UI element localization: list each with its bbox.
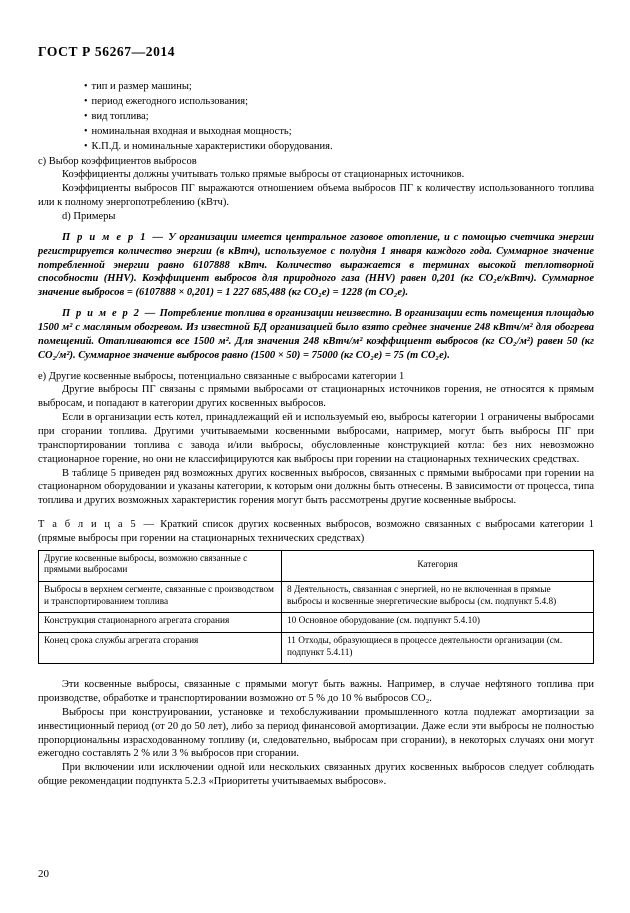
table-cell: Выбросы в верхнем сегменте, связанные с производством и транспортированием топлива: [39, 582, 282, 613]
table-row: [39, 613, 594, 633]
section-d-title: d) Примеры: [62, 210, 116, 222]
example-2: [38, 307, 594, 362]
list-item: • период ежегодного использования;: [84, 95, 594, 110]
example-1-text: У организации имеется центральное газовое отопление, и с помощью счетчика энергии регистрируется количество энергии (в кВтч), используемое с полудня 1 января каждого года. Суммарное значение потребленной энергии равно 6107888 кВтч. Количество выражается в терминах высокой теплотворной способности (HHV). Коэффициент выбросов для природного газа (HHV) равен 0,201 (кг CO₂e/кВтч). Суммарное значение выбросов = (6107888 × 0,201) = 1 227 685,488 (кг CO₂e) = 1228 (т CO₂e).: [38, 231, 595, 299]
table-cell: 11 Отходы, образующиеся в процессе деятельности организации (см. подпункт 5.4.11): [282, 632, 594, 663]
section-c-paragraph-2: Коэффициенты выбросов ПГ выражаются отношением объема выбросов ПГ к количеству использованного топлива или к полному энергопотреблению (кВтч).: [38, 183, 594, 209]
table-cell: Конструкция стационарного агрегата сгорания: [39, 613, 282, 633]
table-cell: 8 Деятельность, связанная с энергией, но не включенная в прямые выбросы и косвенные энергетические выбросы (см. подпункт 5.4.8): [282, 582, 594, 613]
page-number: 20: [38, 868, 49, 880]
example-2-text: Потребление топлива в организации неизвестно. В организации есть помещения площадью 1500 м² с масляным обогревом. Из известной БД организацией было взято среднее значение 248 кВтч/м² для обогрева помещений. Отапливаются все 1500 м². Для значения 248 кВтч/м² коэффициент выбросов (кг CO₂/м²) равен 50 (кг CO₂/м²). Суммарное значение выбросов равно (1500 × 50) = 75000 (кг CO₂e) = 75 (т CO₂e).: [38, 308, 594, 361]
page-header: ГОСТ Р 56267—2014: [38, 44, 176, 59]
list-item: • вид топлива;: [84, 110, 594, 125]
list-item: • номинальная входная и выходная мощность;: [84, 125, 594, 140]
section-e-paragraph-2: Если в организации есть котел, принадлежащий ей и используемый ею, выбросы категории 1 ограничены выбросами при сгорании топлива. Другими учитываемыми косвенными выбросами, например, могут быть выбросы ПГ при транспортировании топлива с завода и/или выбросы, обусловленные конструкцией котла: без них невозможно стационарное горение, но они не классифицируются как выбросы при горении на стационарных технических средствах.: [38, 412, 594, 465]
example-1: [38, 231, 594, 300]
section-e-paragraph-1: Другие выбросы ПГ связаны с прямыми выбросами от стационарных источников горения, не относятся к прямым выбросам, и попадают в категории других косвенных выбросов.: [38, 384, 594, 410]
table-cell: Конец срока службы агрегата сгорания: [39, 632, 282, 663]
table-other-indirect-emissions: [38, 550, 594, 664]
example-2-lead: П р и м е р 2 —: [62, 308, 157, 320]
equipment-bullet-list: [84, 80, 594, 155]
footer-paragraph-2: Выбросы при конструировании, установке и техобслуживании промышленного котла подлежат амортизации за инвестиционный период (от 20 до 50 лет), либо за период финансовой амортизации. Даже если эти выбросы не полностью пропорциональны израсходованному топливу (и, следовательно, выбросам при сгорании), в некоторых случаях они могут ежегодно составлять 2 % или 3 % выбросов при сгорании.: [38, 706, 594, 760]
example-1-lead: П р и м е р 1 —: [62, 231, 165, 243]
section-c-paragraph-1: Коэффициенты должны учитывать только прямые выбросы от стационарных источников.: [62, 169, 465, 181]
footer-paragraph-1: Эти косвенные выбросы, связанные с прямыми могут быть важны. Например, в случае нефтяного топлива при производстве, обработке и транспортировании возможно от 5 % до 10 % выбросов CO₂.: [38, 679, 594, 704]
footer-paragraph-3: При включении или исключении одной или нескольких связанных других косвенных выбросов следует соблюдать общие рекомендации подпункта 5.2.3 «Приоритеты учитываемых выбросов».: [38, 762, 594, 788]
table-header-cell-1: Другие косвенные выбросы, возможно связанные с прямыми выбросами: [39, 550, 282, 581]
section-c-title: c) Выбор коэффициентов выбросов: [38, 155, 197, 167]
table-cell: 10 Основное оборудование (см. подпункт 5.4.10): [282, 613, 594, 633]
list-item: • тип и размер машины;: [84, 80, 594, 95]
section-e-paragraph-3: В таблице 5 приведен ряд возможных других косвенных выбросов, связанных с прямыми выбросами при горении на стационарном оборудовании и указаны категории, к которым они должны быть отнесены. В зависимости от процесса, типа топлива и других возможных характеристик горения могут быть рассмотрены другие косвенные выбросы.: [38, 467, 594, 507]
table-caption: [38, 518, 594, 546]
section-e-title: e) Другие косвенные выбросы, потенциально связанные с выбросами категории 1: [38, 370, 405, 382]
table-header-cell-2: Категория: [282, 550, 594, 581]
table-header-row: [39, 550, 594, 581]
table-row: [39, 632, 594, 663]
list-item: • К.П.Д. и номинальные характеристики оборудования.: [84, 140, 594, 155]
table-caption-text: Краткий список других косвенных выбросов, возможно связанных с выбросами категории 1 (прямые выбросы при горении на стационарных технических средствах): [38, 519, 594, 545]
page-content: [38, 80, 594, 789]
table-row: [39, 582, 594, 613]
table-caption-lead: Т а б л и ц а 5 —: [38, 519, 156, 531]
